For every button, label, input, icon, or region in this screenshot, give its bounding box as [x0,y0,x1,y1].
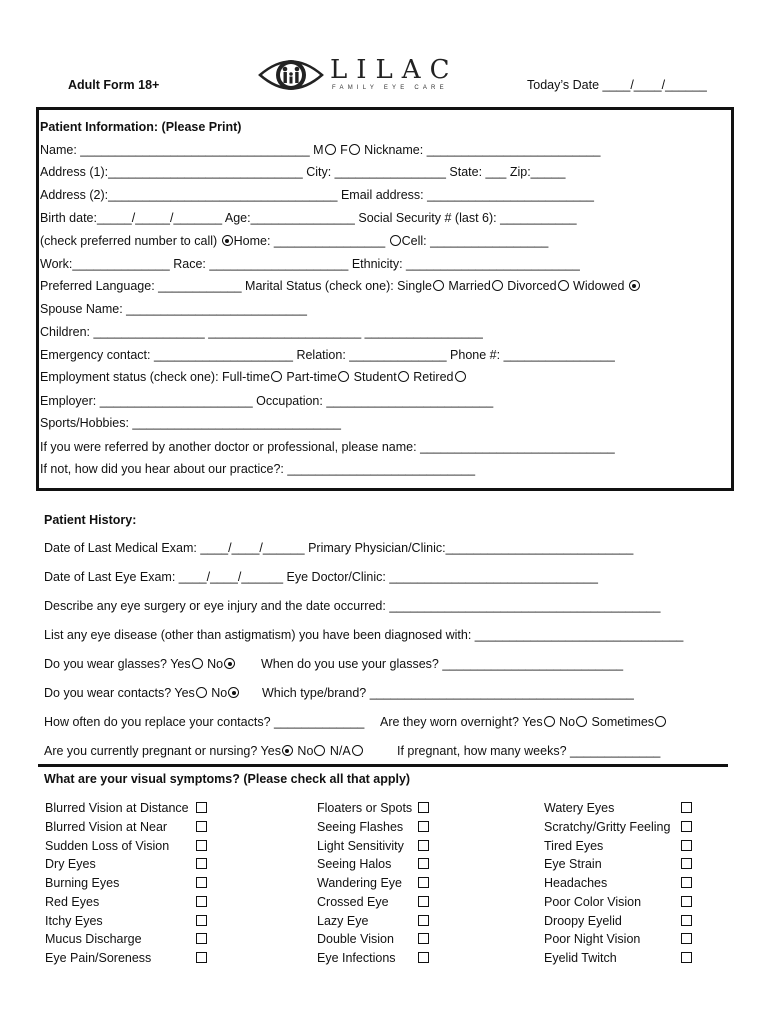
section-divider [38,764,728,767]
hear-row[interactable]: If not, how did you hear about our practice?: ___________________________ [40,462,476,476]
surgery-row[interactable]: Describe any eye surgery or eye injury and the date occurred: _______________________________________ [44,599,661,613]
overnight-yes-radio[interactable] [544,716,555,727]
symptom-checkbox[interactable] [681,952,692,963]
married-label: Married [444,279,491,293]
glasses-when-field[interactable]: When do you use your glasses? __________________________ [261,657,624,671]
glasses-yes-radio[interactable] [192,658,203,669]
history-heading: Patient History: [44,513,137,527]
divorced-label: Divorced [503,279,557,293]
symptom-checkbox[interactable] [418,877,429,888]
pregnant-no-label: No [293,744,314,758]
symptom-label: Poor Night Vision [544,932,641,947]
symptom-label: Poor Color Vision [544,894,642,909]
symptom-label: Eye Pain/Soreness [45,951,152,965]
sex-f-radio[interactable] [349,144,360,155]
overnight-row [380,714,667,730]
part-time-label: Part-time [282,370,338,384]
pregnant-row [44,743,364,759]
symptom-label: Droopy Eyelid [544,913,622,928]
birth-row[interactable]: Birth date:_____/_____/_______ Age:_______________ Social Security # (last 6): ___________ [40,211,577,225]
symptom-checkbox[interactable] [418,933,429,944]
disease-row[interactable]: List any eye disease (other than astigmatism) you have been diagnosed with: ______________________________ [44,628,684,642]
symptom-label: Eye Strain [544,857,602,872]
symptom-checkbox[interactable] [196,952,207,963]
logo-title: LILAC [330,55,459,85]
symptom-checkbox[interactable] [418,840,429,851]
pregnant-question: Are you currently pregnant or nursing? Yes [44,744,281,758]
pregnant-na-label: N/A [326,744,351,758]
symptom-label: Eye Infections [317,951,396,965]
symptom-checkbox[interactable] [681,840,692,851]
symptom-checkbox[interactable] [418,952,429,963]
home-radio[interactable] [222,235,233,246]
symptom-checkbox[interactable] [418,915,429,926]
spouse-row[interactable]: Spouse Name: __________________________ [40,302,307,316]
symptom-checkbox[interactable] [196,840,207,851]
symptom-checkbox[interactable] [418,896,429,907]
lilac-logo [258,54,468,96]
symptom-label: Eyelid Twitch [544,951,617,965]
nickname-field[interactable]: Nickname: _________________________ [360,143,601,157]
symptom-label: Blurred Vision at Distance [45,801,189,815]
overnight-question: Are they worn overnight? Yes [380,715,543,729]
symptom-checkbox[interactable] [196,821,207,832]
symptom-label: Itchy Eyes [45,913,103,928]
symptom-label: Wandering Eye [317,876,402,890]
symptom-label: Lazy Eye [317,913,369,928]
retired-radio[interactable] [455,371,466,382]
employment-label: Employment status (check one): Full-time [40,370,270,384]
symptom-label: Burning Eyes [45,876,120,890]
overnight-no-label: No [555,715,576,729]
symptom-label: Seeing Halos [317,857,392,872]
symptom-checkbox[interactable] [418,802,429,813]
glasses-question: Do you wear glasses? Yes [44,657,191,671]
student-radio[interactable] [398,371,409,382]
name-row [40,142,601,158]
contacts-no-radio[interactable] [228,687,239,698]
symptom-checkbox[interactable] [681,915,692,926]
cell-radio[interactable] [390,235,401,246]
pregnant-no-radio[interactable] [314,745,325,756]
sex-m-radio[interactable] [325,144,336,155]
symptom-checkbox[interactable] [681,821,692,832]
glasses-no-radio[interactable] [224,658,235,669]
symptom-label: Headaches [544,876,608,890]
contacts-no-label: No [207,686,228,700]
student-label: Student [350,370,397,384]
symptom-checkbox[interactable] [418,858,429,869]
symptom-label: Mucus Discharge [45,932,142,947]
pregnant-weeks-field[interactable]: If pregnant, how many weeks? _____________ [397,744,661,758]
preferred-number-label: (check preferred number to call) [40,234,221,248]
contacts-yes-radio[interactable] [196,687,207,698]
form-title: Adult Form 18+ [68,78,160,92]
symptom-label: Floaters or Spots [317,801,413,815]
overnight-no-radio[interactable] [576,716,587,727]
symptom-label: Dry Eyes [45,857,96,872]
glasses-row [44,656,236,672]
symptom-checkbox[interactable] [681,858,692,869]
preferred-number-row [40,233,548,249]
overnight-sometimes-radio[interactable] [655,716,666,727]
eye-exam-row[interactable]: Date of Last Eye Exam: ____/____/______ Eye Doctor/Clinic: ______________________________ [44,570,598,584]
single-radio[interactable] [433,280,444,291]
full-time-radio[interactable] [271,371,282,382]
language-field[interactable]: Preferred Language: ____________ Marital Status (check one): Single [40,279,432,293]
eye-logo-icon [258,54,324,96]
symptom-label: Double Vision [317,932,394,947]
symptom-label: Watery Eyes [544,801,615,815]
address2-row[interactable]: Address (2):_________________________________ Email address: ________________________ [40,188,594,202]
symptom-label: Seeing Flashes [317,819,404,834]
cell-field[interactable]: Cell: _________________ [401,234,549,248]
symptom-label: Crossed Eye [317,894,389,909]
symptom-checkbox[interactable] [681,877,692,888]
symptom-label: Blurred Vision at Near [45,819,168,834]
home-field[interactable]: Home: ________________ [233,234,389,248]
symptom-checkbox[interactable] [196,877,207,888]
employment-row [40,369,467,385]
sports-row[interactable]: Sports/Hobbies: ______________________________ [40,416,341,430]
married-radio[interactable] [492,280,503,291]
emergency-row[interactable]: Emergency contact: ____________________ Relation: ______________ Phone #: ________________ [40,348,615,362]
sex-f-label: F [336,143,348,157]
children-row[interactable]: Children: ________________ ______________________ _________________ [40,325,483,339]
symptom-checkbox[interactable] [196,858,207,869]
symptom-label: Scratchy/Gritty Feeling [544,819,671,834]
widowed-radio[interactable] [629,280,640,291]
pregnant-na-radio[interactable] [352,745,363,756]
pregnant-yes-radio[interactable] [282,745,293,756]
symptom-checkbox[interactable] [681,802,692,813]
symptoms-heading: What are your visual symptoms? (Please check all that apply) [44,772,411,786]
overnight-sometimes-label: Sometimes [588,715,655,729]
symptom-checkbox[interactable] [418,821,429,832]
medical-exam-row[interactable]: Date of Last Medical Exam: ____/____/______ Primary Physician/Clinic:___________________________ [44,541,634,555]
contacts-type-field[interactable]: Which type/brand? ______________________________________ [262,686,634,700]
symptom-label: Light Sensitivity [317,838,404,853]
glasses-no-label: No [203,657,224,671]
symptom-checkbox[interactable] [196,915,207,926]
patient-info-heading: Patient Information: (Please Print) [40,120,242,134]
language-marital-row [40,278,641,294]
symptom-checkbox[interactable] [196,896,207,907]
referred-row[interactable]: If you were referred by another doctor or professional, please name: ____________________________ [40,440,615,454]
contacts-question: Do you wear contacts? Yes [44,686,195,700]
contacts-row [44,685,240,701]
replace-contacts-field[interactable]: How often do you replace your contacts? _____________ [44,715,365,729]
work-row[interactable]: Work:______________ Race: ____________________ Ethnicity: _________________________ [40,257,580,271]
symptom-checkbox[interactable] [196,933,207,944]
divorced-radio[interactable] [558,280,569,291]
retired-label: Retired [409,370,454,384]
employer-row[interactable]: Employer: ______________________ Occupation: ________________________ [40,394,494,408]
symptom-checkbox[interactable] [681,933,692,944]
address1-row[interactable]: Address (1):____________________________ City: ________________ State: ___ Zip:_____ [40,165,566,179]
symptom-checkbox[interactable] [196,802,207,813]
widowed-label: Widowed [569,279,628,293]
part-time-radio[interactable] [338,371,349,382]
symptom-label: Sudden Loss of Vision [45,838,170,853]
logo-subtitle: FAMILY EYE CARE [332,85,448,91]
name-field[interactable]: Name: _________________________________ M [40,143,324,157]
symptom-label: Tired Eyes [544,838,604,853]
symptom-checkbox[interactable] [681,896,692,907]
todays-date-field[interactable]: Today’s Date ____/____/______ [527,78,707,92]
symptom-label: Red Eyes [45,894,100,909]
